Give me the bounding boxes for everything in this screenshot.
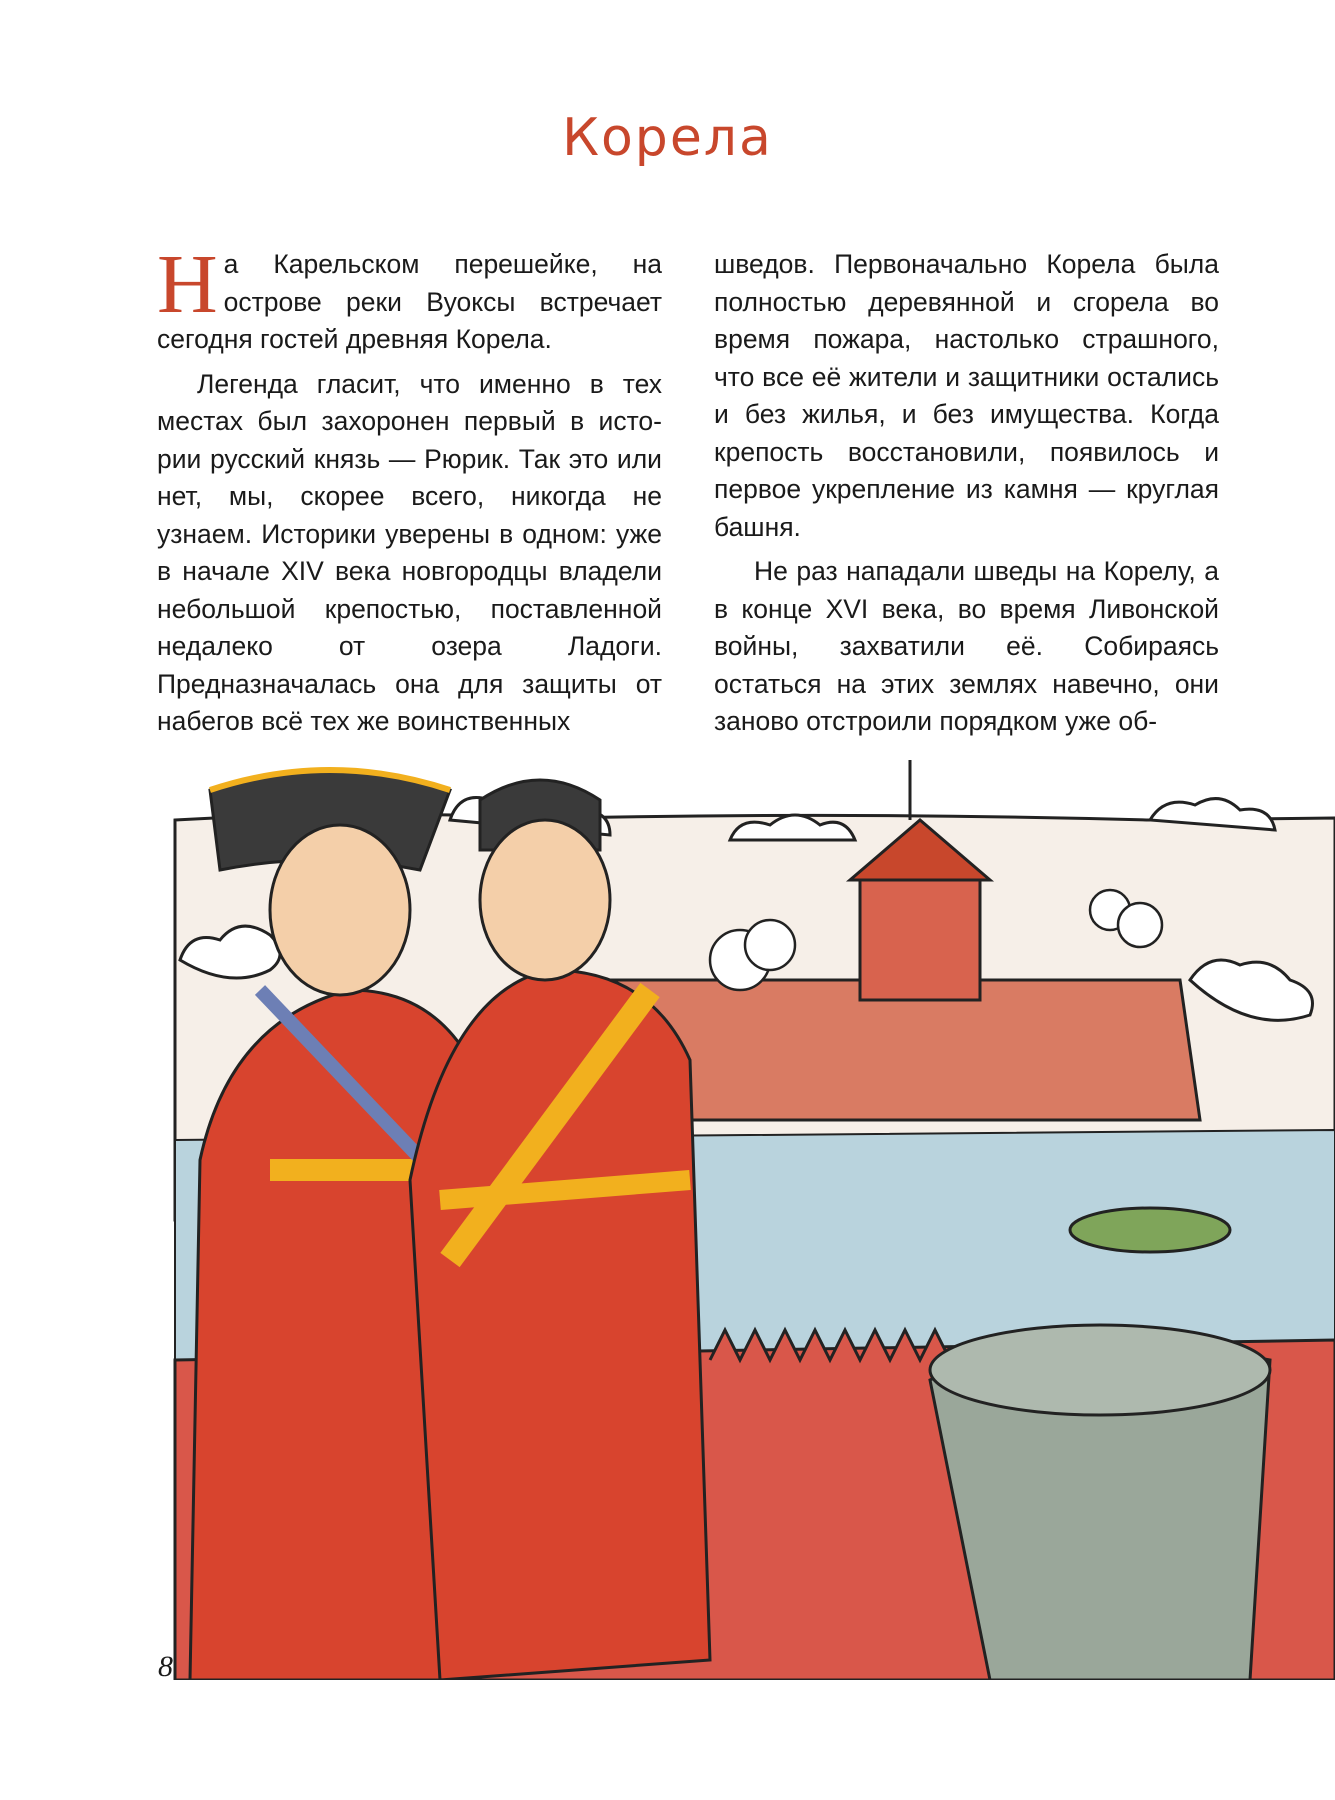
text-column-right [714,246,1219,741]
page-number: 8 [158,1650,173,1683]
drop-cap: Н [157,238,218,331]
paragraph-text: а Карельском перешейке, на острове реки Вуоксы встречает сегодня гостей древняя Корела. [157,249,662,354]
paragraph [157,238,662,359]
illustration-fortress-officers [150,760,1335,1680]
paragraph: шведов. Первоначально Корела была полностью деревянной и сгорела во время пожара, настолько страшного, что все её жители и защитники остались и без жилья, и без имущества. Когда крепость восстановили, появилось и первое укрепление из камня — круглая башня. [714,249,1219,542]
page-title: Корела [562,108,773,168]
paragraph: Легенда гласит, что именно в тех местах был захоронен первый в истории русский князь — Рюрик. Так это или нет, мы, скорее всего, никогда не узнаем. Историки уверены в одном: уже в начале XIV века новгородцы владели небольшой крепостью, поставленной недалеко от озера Ладоги. Предназначалась она для защиты от набегов всё тех же воинственных [157,368,662,736]
cannon [930,1325,1270,1680]
paragraph: Не раз нападали шведы на Корелу, а в конце XVI века, во время Ливонской войны, захватили её. Собираясь остаться на этих землях навечно, они заново отстроили порядком уже об- [714,556,1219,736]
text-column-left [157,238,662,741]
